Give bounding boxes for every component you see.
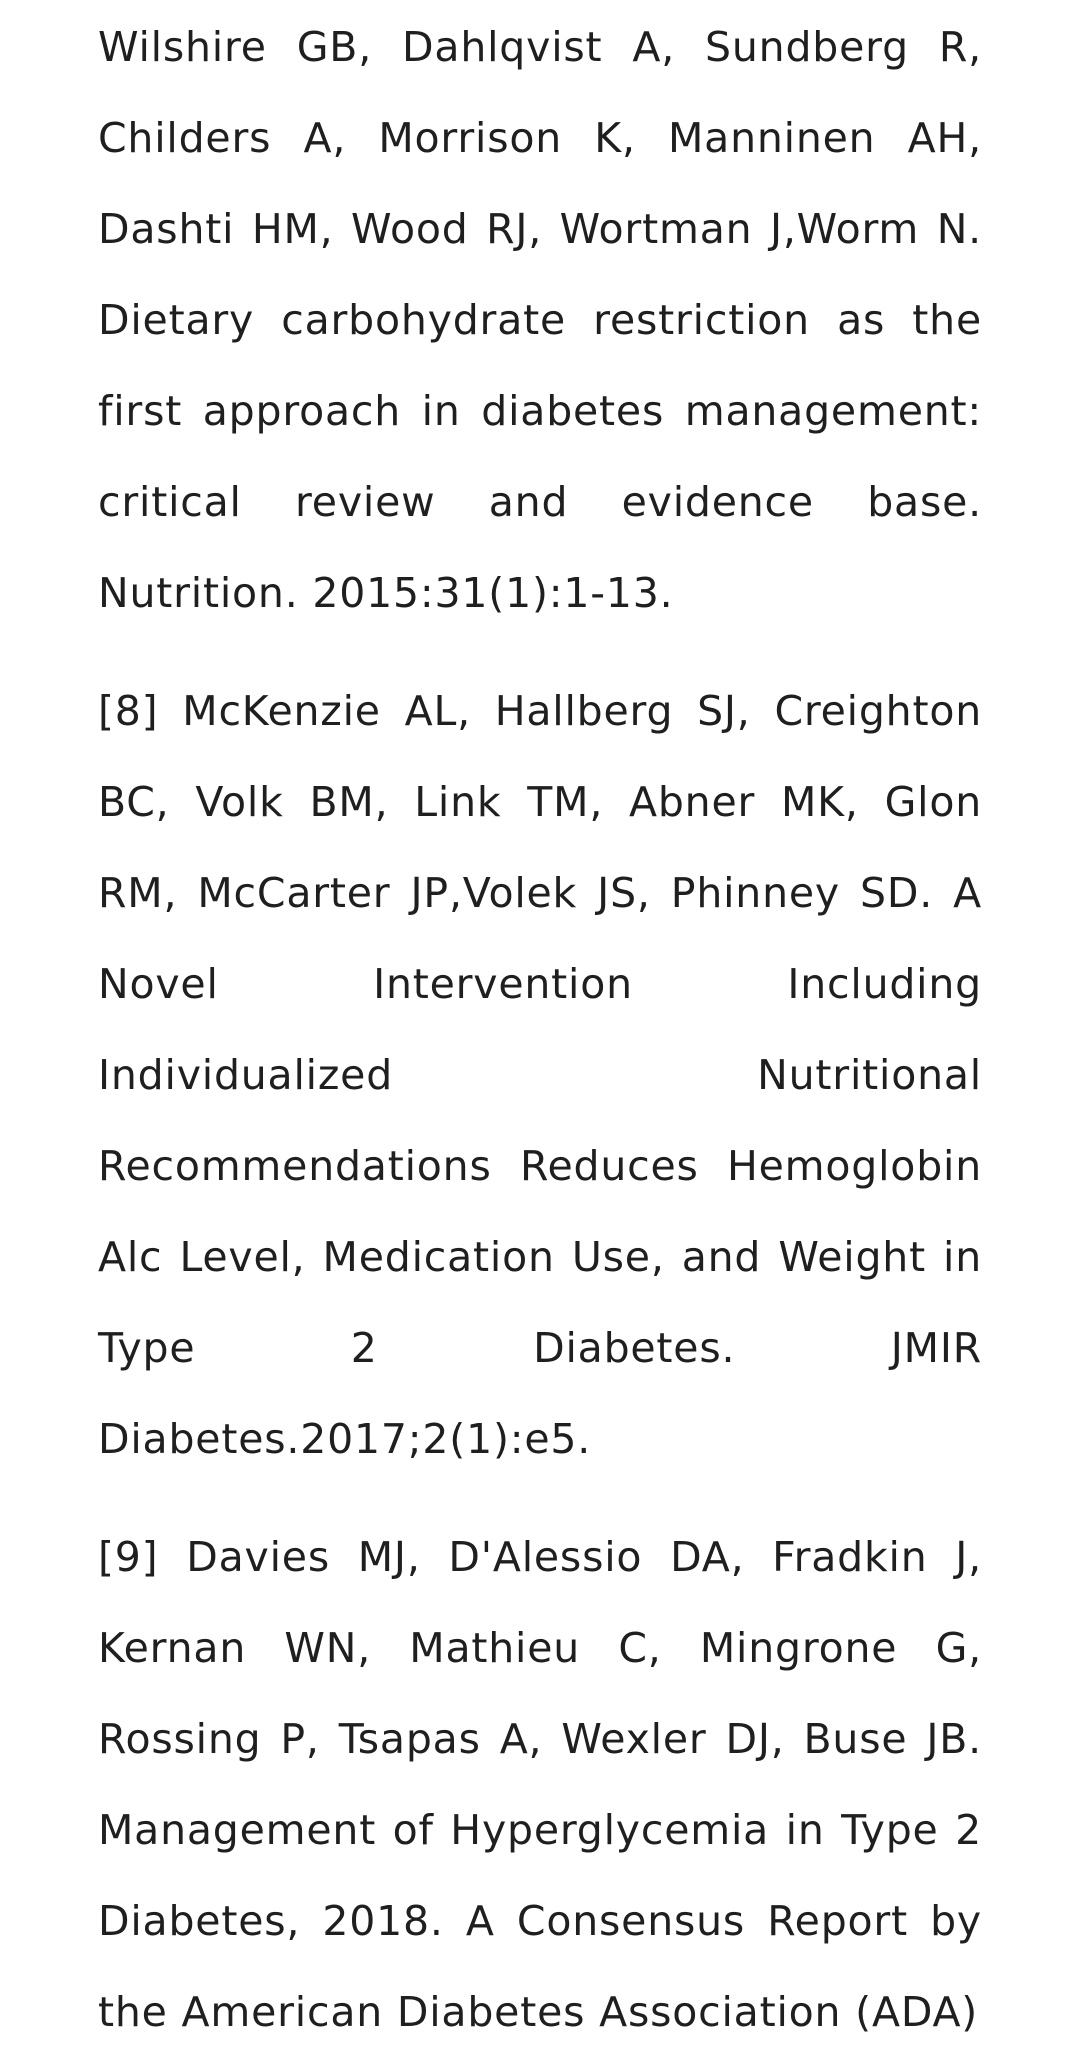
reference-item-continued: Wilshire GB, Dahlqvist A, Sundberg R, Childers A, Morrison K, Manninen AH, Dashti HM, Wood RJ, Wortman J,Worm N. Dietary carbohydrate restriction as the first approach in diabetes management: critical review and evidence base. Nutrition. 2015:31(1):1-13. (98, 23, 982, 617)
reference-item-9: [9] Davies MJ, D'Alessio DA, Fradkin J, Kernan WN, Mathieu C, Mingrone G, Rossing P, Tsapas A, Wexler DJ, Buse JB. Management of Hyperglycemia in Type 2 Diabetes, 2018. A Consensus Report by the American Diabetes Association (ADA) (98, 1533, 982, 2036)
reference-list (98, 0, 982, 2058)
reference-item-8: [8] McKenzie AL, Hallberg SJ, Creighton BC, Volk BM, Link TM, Abner MK, Glon RM, McCarter JP,Volek JS, Phinney SD. A Novel Intervention Including Individualized Nutritional Recommendations Reduces Hemoglobin Alc Level, Medication Use, and Weight in Type 2 Diabetes. JMIR Diabetes.2017;2(1):e5. (98, 687, 982, 1463)
